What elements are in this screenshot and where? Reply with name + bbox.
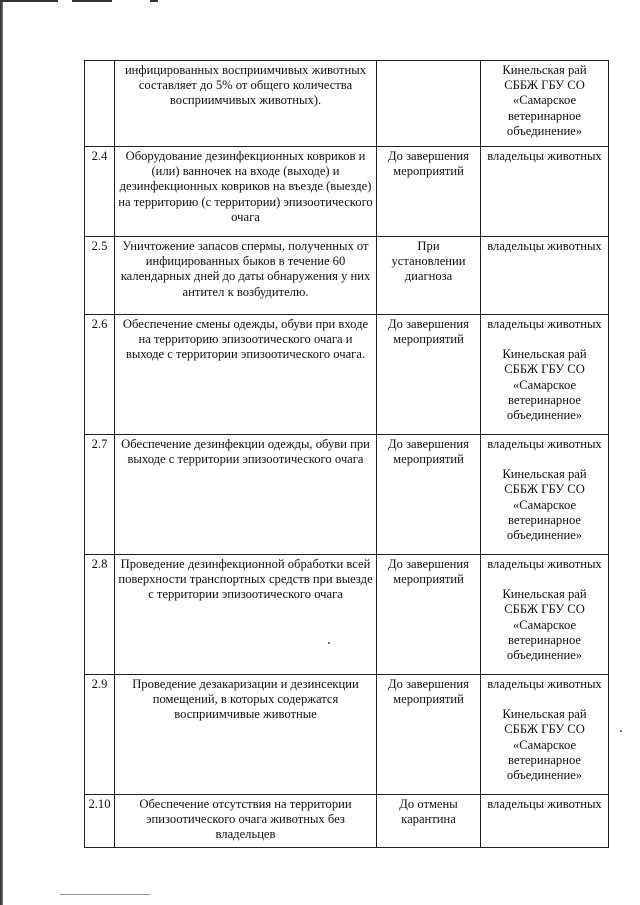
measure-description: Уничтожение запасов спермы, полученных от инфицированных быков в течение 60 календарных дней до даты обнаружения у них антител к возбудителю. <box>115 237 377 315</box>
measure-responsible <box>481 555 609 675</box>
measure-term: До завершения мероприятий <box>377 675 481 795</box>
measure-description: Оборудование дезинфекционных ковриков и (или) ванночек на входе (выходе) и дезинфекционных ковриков на въезде (выезде) на территорию (с территории) эпизоотического очага <box>115 147 377 237</box>
measure-description: Обеспечение дезинфекции одежды, обуви при выходе с территории эпизоотического очага <box>115 435 377 555</box>
responsible-owner: владельцы животных <box>487 317 602 331</box>
scan-speck <box>620 730 622 732</box>
table-row <box>85 237 609 315</box>
row-number: 2.9 <box>85 675 115 795</box>
measure-responsible <box>481 795 609 848</box>
measure-term: До завершения мероприятий <box>377 555 481 675</box>
responsible-agency: Кинельская рай СББЖ ГБУ СО «Самарское ветеринарное объединение» <box>502 707 587 783</box>
measure-responsible <box>481 147 609 237</box>
measure-description: Обеспечение смены одежды, обуви при входе на территорию эпизоотического очага и выходе с территории эпизоотического очага. <box>115 315 377 435</box>
measure-description: Обеспечение отсутствия на территории эпизоотического очага животных без владельцев <box>115 795 377 848</box>
table-row <box>85 315 609 435</box>
table-row <box>85 675 609 795</box>
measure-term: До завершения мероприятий <box>377 147 481 237</box>
responsible-owner: владельцы животных <box>487 797 602 811</box>
row-number: 2.6 <box>85 315 115 435</box>
responsible-owner: владельцы животных <box>487 437 602 451</box>
table-row <box>85 435 609 555</box>
table-row <box>85 795 609 848</box>
row-number: 2.7 <box>85 435 115 555</box>
responsible-owner: владельцы животных <box>487 557 602 571</box>
responsible-agency: Кинельская рай СББЖ ГБУ СО «Самарское ветеринарное объединение» <box>502 347 587 423</box>
row-number <box>85 61 115 147</box>
row-number: 2.4 <box>85 147 115 237</box>
measure-term <box>377 61 481 147</box>
table-row <box>85 555 609 675</box>
responsible-owner: владельцы животных <box>487 149 602 163</box>
measure-term: До отмены карантина <box>377 795 481 848</box>
measure-term: До завершения мероприятий <box>377 315 481 435</box>
measure-responsible <box>481 237 609 315</box>
responsible-agency: Кинельская рай СББЖ ГБУ СО «Самарское ветеринарное объединение» <box>502 587 587 663</box>
row-number: 2.8 <box>85 555 115 675</box>
row-number: 2.5 <box>85 237 115 315</box>
measure-description: инфицированных восприимчивых животных составляет до 5% от общего количества восприимчивых животных). <box>115 61 377 147</box>
scan-left-edge <box>0 0 3 905</box>
responsible-owner: владельцы животных <box>487 677 602 691</box>
measure-description: Проведение дезакаризации и дезинсекции помещений, в которых содержатся восприимчивые животные <box>115 675 377 795</box>
measure-term: До завершения мероприятий <box>377 435 481 555</box>
table-row <box>85 147 609 237</box>
responsible-owner: владельцы животных <box>487 239 602 253</box>
row-number: 2.10 <box>85 795 115 848</box>
measure-responsible <box>481 435 609 555</box>
scan-top-marks <box>0 0 160 4</box>
measure-description: Проведение дезинфекционной обработки всей поверхности транспортных средств при выезде с территории эпизоотического очага <box>115 555 377 675</box>
measure-term: При установлении диагноза <box>377 237 481 315</box>
table-row <box>85 61 609 147</box>
measure-responsible <box>481 675 609 795</box>
measure-responsible <box>481 61 609 147</box>
responsible-agency: Кинельская рай СББЖ ГБУ СО «Самарское ветеринарное объединение» <box>502 467 587 543</box>
responsible-agency: Кинельская рай СББЖ ГБУ СО «Самарское ветеринарное объединение» <box>502 63 587 138</box>
scan-bottom-mark <box>60 894 150 895</box>
measures-table <box>84 60 609 848</box>
measure-responsible <box>481 315 609 435</box>
